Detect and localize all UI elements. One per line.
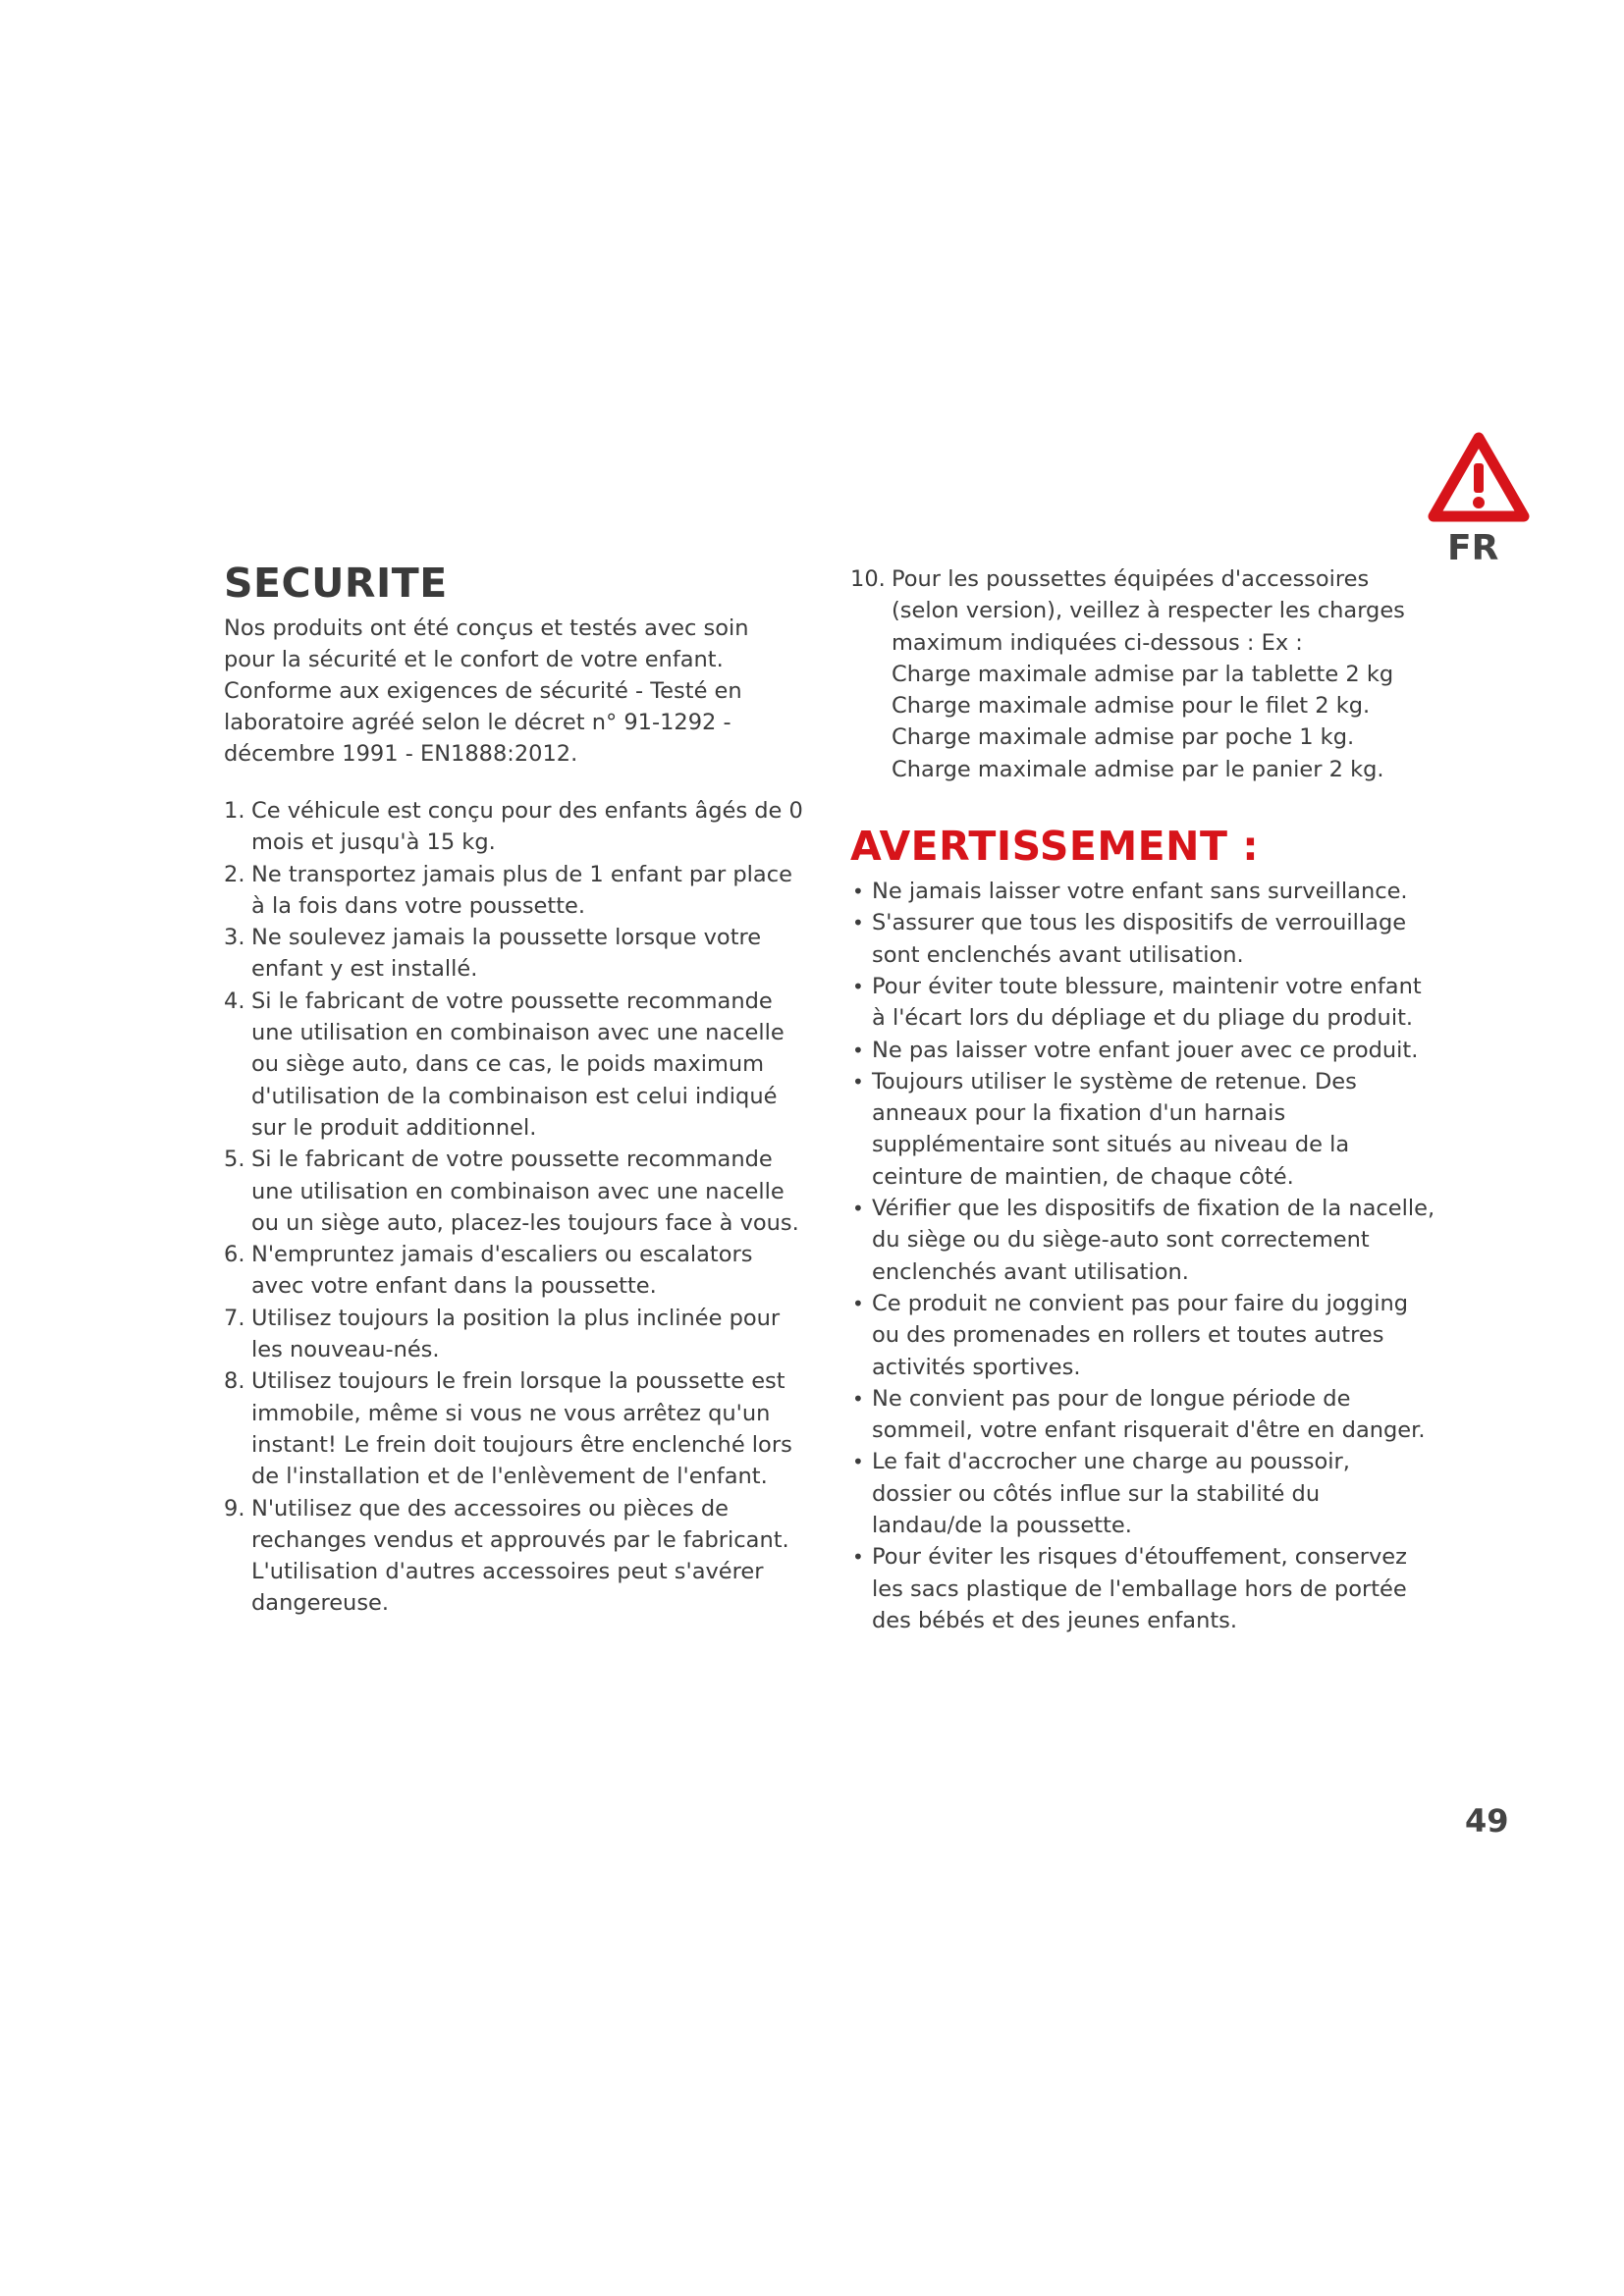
- list-item: [850, 1193, 1435, 1288]
- language-label: FR: [1447, 528, 1499, 568]
- item-text: Le fait d'accrocher une charge au poussoir, dossier ou côtés influe sur la stabilité du landau/de la poussette.: [872, 1449, 1350, 1539]
- load-limit-line: Charge maximale admise par la tablette 2 kg: [892, 661, 1394, 687]
- item-text: Ce véhicule est conçu pour des enfants âgés de 0 mois et jusqu'à 15 kg.: [251, 798, 803, 856]
- securite-section: [224, 560, 803, 1620]
- item-text: Toujours utiliser le système de retenue. Des anneaux pour la fixation d'un harnais supplémentaire sont situés au niveau de la ceinture de maintien, de chaque côté.: [872, 1068, 1357, 1190]
- load-limit-line: Charge maximale admise par poche 1 kg.: [892, 724, 1355, 751]
- list-item: [850, 563, 1435, 785]
- avertissement-list: [850, 876, 1435, 1636]
- list-item: [224, 1493, 803, 1620]
- bullet-icon: •: [852, 1386, 864, 1411]
- item-text: Ne pas laisser votre enfant jouer avec ce produit.: [872, 1037, 1419, 1063]
- item-number: 5.: [224, 1147, 245, 1173]
- item-text: Utilisez toujours le frein lorsque la poussette est immobile, même si vous ne vous arrêtez qu'un instant! Le frein doit toujours être enclenché lors de l'installation et de l'enlèvement de l'enfant.: [251, 1368, 792, 1490]
- bullet-icon: •: [852, 880, 864, 904]
- securite-list: [224, 795, 803, 1620]
- bullet-icon: •: [852, 1038, 864, 1062]
- item-number: 3.: [224, 925, 245, 951]
- warning-triangle-icon: [1426, 430, 1532, 528]
- list-item: [850, 1446, 1435, 1541]
- item-number: 1.: [224, 798, 245, 824]
- item-text: Ne convient pas pour de longue période de sommeil, votre enfant risquerait d'être en danger.: [872, 1385, 1426, 1444]
- bullet-icon: •: [852, 974, 864, 998]
- item-number: 10.: [850, 566, 886, 592]
- list-item: [850, 1288, 1435, 1383]
- page-number: 49: [1465, 1802, 1509, 1840]
- securite-title: SECURITE: [224, 560, 448, 607]
- item-number: 6.: [224, 1242, 245, 1268]
- bullet-icon: •: [852, 1197, 864, 1221]
- bullet-icon: •: [852, 1450, 864, 1474]
- securite-intro: Nos produits ont été conçus et testés avec soin pour la sécurité et le confort de votre enfant. Conforme aux exigences de sécurité - Testé en laboratoire agréé selon le décret n° 91-1292 - décembre 1991 - EN1888:2012.: [224, 615, 749, 767]
- item-text: Utilisez toujours la position la plus inclinée pour les nouveau-nés.: [251, 1305, 781, 1363]
- item-number: 9.: [224, 1495, 245, 1522]
- bullet-icon: •: [852, 1069, 864, 1094]
- item-number: 2.: [224, 861, 245, 887]
- list-item: [224, 1365, 803, 1492]
- list-item: [850, 971, 1435, 1035]
- avertissement-title: AVERTISSEMENT :: [850, 823, 1260, 871]
- list-item: [224, 986, 803, 1144]
- item-text: N'empruntez jamais d'escaliers ou escalators avec votre enfant dans la poussette.: [251, 1242, 753, 1300]
- right-column: [850, 563, 1435, 1636]
- item-text: N'utilisez que des accessoires ou pièces de rechanges vendus et approuvés par le fabricant. L'utilisation d'autres accessoires peut s'avérer dangereuse.: [251, 1495, 789, 1617]
- list-item: [850, 876, 1435, 907]
- item-text: Vérifier que les dispositifs de fixation de la nacelle, du siège ou du siège-auto sont correctement enclenchés avant utilisation.: [872, 1196, 1435, 1285]
- item-text: Ne soulevez jamais la poussette lorsque votre enfant y est installé.: [251, 925, 762, 983]
- list-item: [224, 1239, 803, 1303]
- item-text: Ne transportez jamais plus de 1 enfant par place à la fois dans votre poussette.: [251, 861, 792, 919]
- item-text: S'assurer que tous les dispositifs de verrouillage sont enclenchés avant utilisation.: [872, 910, 1407, 968]
- item-text: Ce produit ne convient pas pour faire du jogging ou des promenades en rollers et toutes autres activités sportives.: [872, 1290, 1409, 1380]
- item-text: Pour éviter toute blessure, maintenir votre enfant à l'écart lors du dépliage et du pliage du produit.: [872, 973, 1422, 1032]
- list-item: [850, 1035, 1435, 1066]
- list-item: [224, 859, 803, 923]
- bullet-icon: •: [852, 1545, 864, 1570]
- list-item: [224, 1144, 803, 1239]
- item-number: 7.: [224, 1305, 245, 1331]
- item-text: Pour les poussettes équipées d'accessoires (selon version), veillez à respecter les charges maximum indiquées ci-dessous : Ex :: [892, 566, 1405, 656]
- list-item: [224, 922, 803, 986]
- bullet-icon: •: [852, 1291, 864, 1315]
- item-text: Ne jamais laisser votre enfant sans surveillance.: [872, 879, 1408, 905]
- list-item: [224, 795, 803, 859]
- list-item: [850, 1066, 1435, 1193]
- load-limit-line: Charge maximale admise pour le filet 2 kg.: [892, 693, 1371, 720]
- item-text: Pour éviter les risques d'étouffement, conservez les sacs plastique de l'emballage hors de portée des bébés et des jeunes enfants.: [872, 1544, 1407, 1633]
- list-item: [224, 1303, 803, 1366]
- load-limit-line: Charge maximale admise par le panier 2 kg.: [892, 756, 1384, 782]
- item-text: Si le fabricant de votre poussette recommande une utilisation en combinaison avec une nacelle ou un siège auto, placez-les toujours face à vous.: [251, 1147, 799, 1236]
- list-item: [850, 1383, 1435, 1447]
- item-number: 4.: [224, 988, 245, 1014]
- list-item: [850, 907, 1435, 971]
- securite-list-continued: [850, 563, 1435, 785]
- list-item: [850, 1541, 1435, 1636]
- item-text: Si le fabricant de votre poussette recommande une utilisation en combinaison avec une nacelle ou siège auto, dans ce cas, le poids maximum d'utilisation de la combinaison est celui indiqué sur le produit additionnel.: [251, 988, 785, 1141]
- bullet-icon: •: [852, 911, 864, 935]
- item-number: 8.: [224, 1368, 245, 1395]
- avertissement-section: [850, 823, 1435, 1636]
